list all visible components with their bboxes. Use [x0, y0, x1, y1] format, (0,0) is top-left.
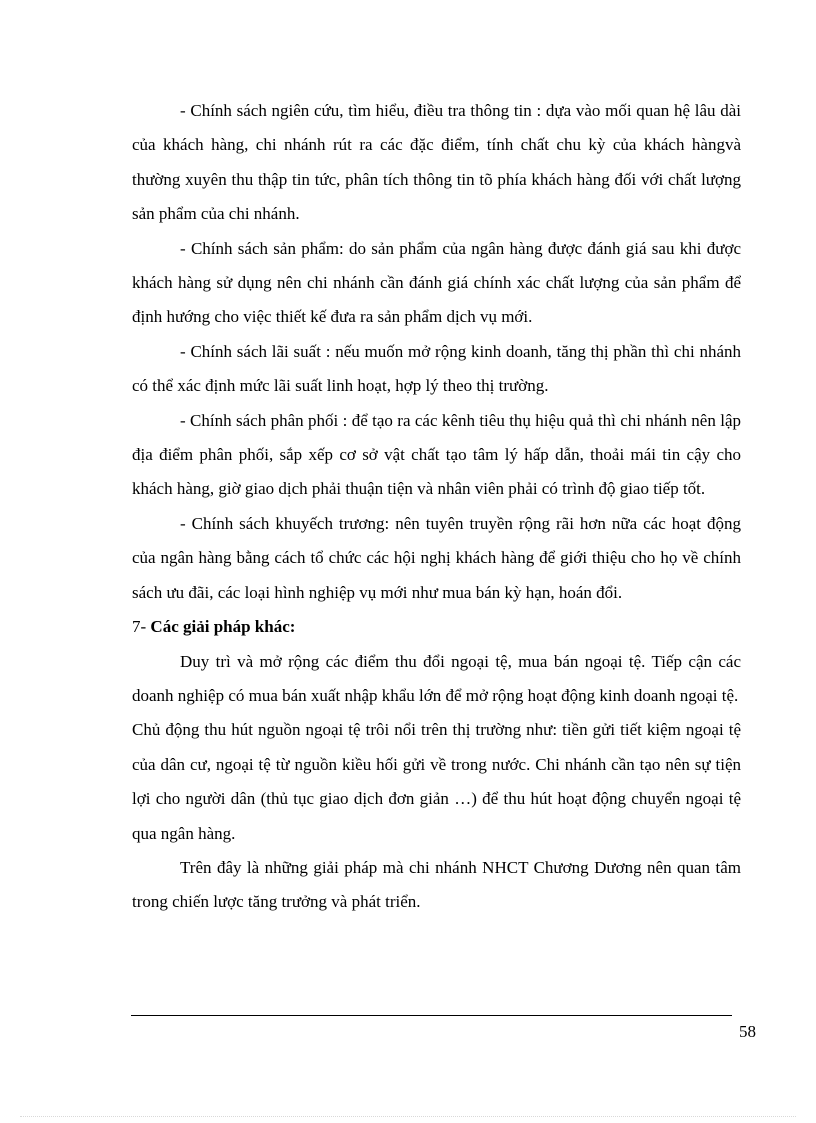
section-number: 7- — [132, 617, 147, 637]
page-number: 58 — [739, 1022, 756, 1041]
page-bottom-dotted-line — [20, 1116, 796, 1117]
conclusion-paragraph: Trên đây là những giải pháp mà chi nhánh NHCT Chương Dương nên quan tâm trong chiến lược tăng trưởng và phát triển. — [132, 857, 741, 912]
section-heading — [132, 610, 741, 644]
policy-research-paragraph: - Chính sách ngiên cứu, tìm hiểu, điều tra thông tin : dựa vào mối quan hệ lâu dài của khách hàng, chi nhánh rút ra các đặc điểm, tính chất chu kỳ của khách hàngvà thường xuyên thu thập tin tức, phân tích thông tin tõ phía khách hàng đối với chất lượng sản phẩm của chi nhánh. — [132, 101, 741, 224]
policy-interest-paragraph: - Chính sách lãi suất : nếu muốn mở rộng kinh doanh, tăng thị phần thì chi nhánh có thể xác định mức lãi suất linh hoạt, hợp lý theo thị trường. — [132, 341, 741, 396]
policy-distribution-paragraph: - Chính sách phân phối : để tạo ra các kênh tiêu thụ hiệu quả thì chi nhánh nên lập địa điểm phân phối, sắp xếp cơ sở vật chất tạo tâm lý hấp dẫn, thoải mái tin cậy cho khách hàng, giờ giao dịch phải thuận tiện và nhân viên phải có trình độ giao tiếp tốt. — [132, 410, 741, 499]
foreign-currency-paragraph: Chủ động thu hút nguồn ngoại tệ trôi nổi trên thị trường như: tiền gửi tiết kiệm ngoại tệ của dân cư, ngoại tệ từ nguồn kiều hối gửi về trong nước. Chi nhánh cần tạo nên sự tiện lợi cho người dân (thủ tục giao dịch đơn giản …) để thu hút hoạt động chuyển ngoại tệ qua ngân hàng. — [132, 720, 741, 843]
document-body — [132, 94, 741, 920]
policy-promotion-paragraph: - Chính sách khuyếch trương: nên tuyên truyền rộng rãi hơn nữa các hoạt động của ngân hàng bằng cách tổ chức các hội nghị khách hàng để giới thiệu cho họ về chính sách ưu đãi, các loại hình nghiệp vụ mới như mua bán kỳ hạn, hoán đổi. — [132, 513, 741, 602]
exchange-points-paragraph: Duy trì và mở rộng các điểm thu đổi ngoại tệ, mua bán ngoại tệ. Tiếp cận các doanh nghiệp có mua bán xuất nhập khẩu lớn để mở rộng hoạt động kinh doanh ngoại tệ. — [132, 651, 741, 705]
policy-product-paragraph: - Chính sách sản phẩm: do sản phẩm của ngân hàng được đánh giá sau khi được khách hàng sử dụng nên chi nhánh cần đánh giá chính xác chất lượng của sản phẩm để định hướng cho việc thiết kế đưa ra sản phẩm dịch vụ mới. — [132, 238, 741, 327]
section-title: Các giải pháp khác: — [150, 617, 296, 637]
footer-rule — [131, 1015, 732, 1016]
